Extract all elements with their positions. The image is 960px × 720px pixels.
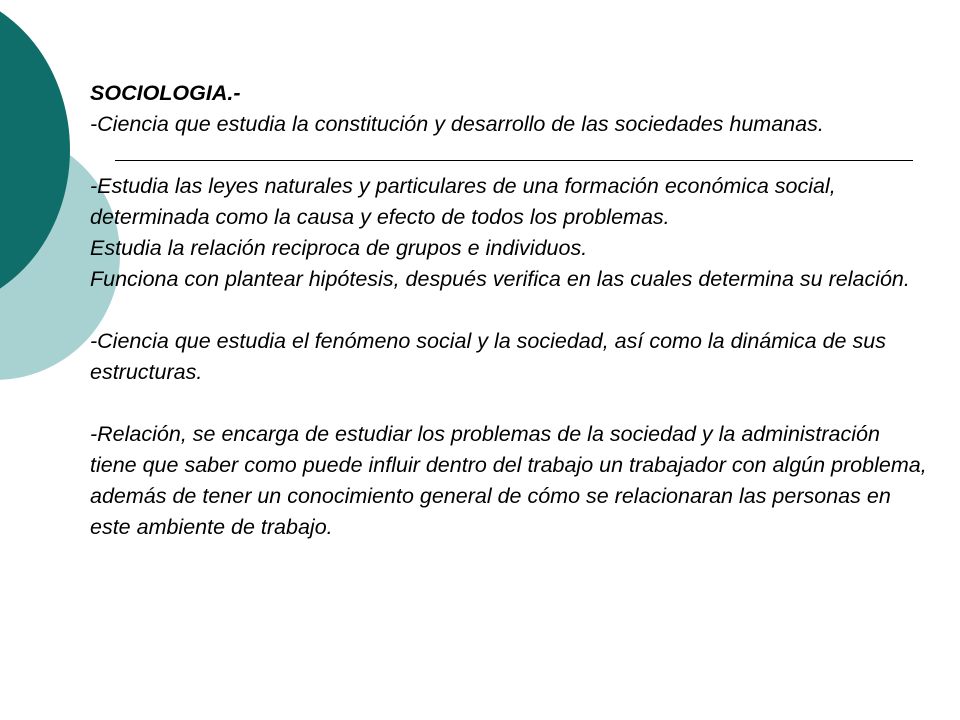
slide-content [90, 78, 930, 543]
spacer [90, 295, 930, 326]
paragraph-relations: Estudia la relación reciproca de grupos e individuos. [90, 236, 588, 260]
paragraph-definition: -Ciencia que estudia la constitución y desarrollo de las sociedades humanas. [90, 112, 824, 136]
paragraph-laws: -Estudia las leyes naturales y particulares de una formación económica social, determinada como la causa y efecto de todos los problemas. [90, 174, 836, 229]
paragraph-administration: -Relación, se encarga de estudiar los problemas de la sociedad y la administración tiene que saber como puede influir dentro del trabajo un trabajador con algún problema, además de tener un conocimiento general de cómo se relacionaran las personas en este ambiente de trabajo. [90, 422, 927, 539]
slide-title: SOCIOLOGIA.- [90, 81, 241, 105]
paragraph-hypothesis: Funciona con plantear hipótesis, después verifica en las cuales determina su relación. [90, 267, 910, 291]
paragraph-social-phenomenon: -Ciencia que estudia el fenómeno social y la sociedad, así como la dinámica de sus estructuras. [90, 329, 886, 384]
spacer [90, 388, 930, 419]
spacer [90, 140, 930, 171]
